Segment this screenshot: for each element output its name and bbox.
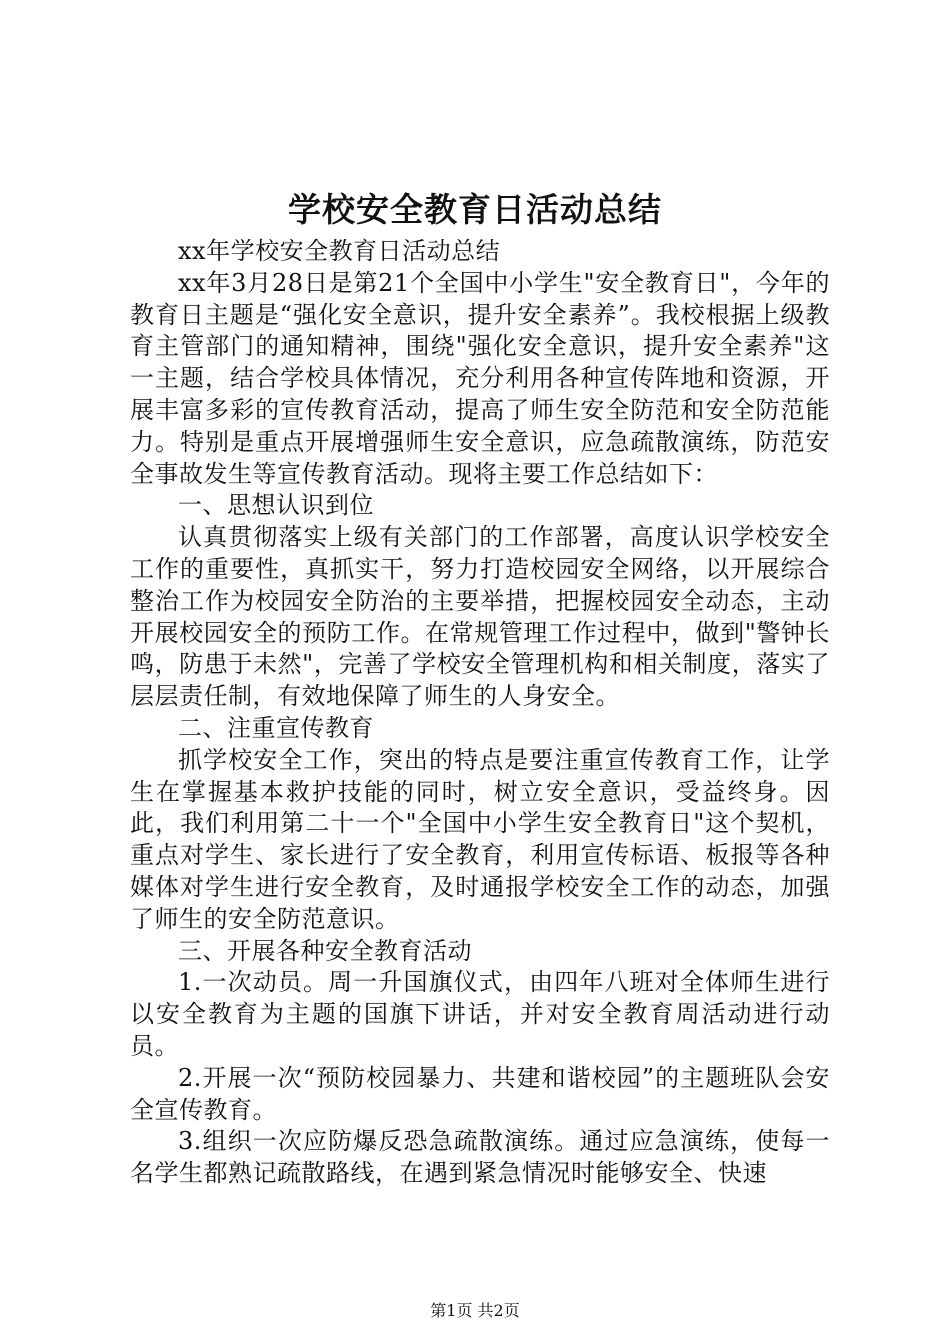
document-body [130,236,830,1190]
section-heading-2: 二、注重宣传教育 [178,713,374,742]
list-item-1: 1.一次动员。周一升国旗仪式，由四年八班对全体师生进行以安全教育为主题的国旗下讲话，并对安全教育周活动进行动员。 [130,968,830,1060]
paragraph-intro: xx年3月28日是第21个全国中小学生"安全教育日"，今年的教育日主题是“强化安全意识，提升安全素养”。我校根据上级教育主管部门的通知精神，围绕"强化安全意识，提升安全素养"这一主题，结合学校具体情况，充分利用各种宣传阵地和资源，开展丰富多彩的宣传教育活动，提高了师生安全防范和安全防范能力。特别是重点开展增强师生安全意识，应急疏散演练，防范安全事故发生等宣传教育活动。现将主要工作总结如下： [130,268,830,488]
section-heading-3: 三、开展各种安全教育活动 [178,936,472,965]
page-footer: 第1页 共2页 [430,1301,520,1320]
paragraph-section-1: 认真贯彻落实上级有关部门的工作部署，高度认识学校安全工作的重要性，真抓实干，努力打造校园安全网络，以开展综合整治工作为校园安全防治的主要举措，把握校园安全动态，主动开展校园安全的预防工作。在常规管理工作过程中，做到"警钟长鸣，防患于未然"，完善了学校安全管理机构和相关制度，落实了层层责任制，有效地保障了师生的人身安全。 [130,523,830,711]
paragraph-section-2: 抓学校安全工作，突出的特点是要注重宣传教育工作，让学生在掌握基本救护技能的同时，树立安全意识，受益终身。因此，我们利用第二十一个"全国中小学生安全教育日"这个契机，重点对学生、家长进行了安全教育，利用宣传标语、板报等各种媒体对学生进行安全教育，及时通报学校安全工作的动态，加强了师生的安全防范意识。 [130,745,830,933]
list-item-2: 2.开展一次“预防校园暴力、共建和谐校园”的主题班队会安全宣传教育。 [130,1063,830,1124]
section-heading-1: 一、思想认识到位 [178,491,374,520]
paragraph-subtitle: xx年学校安全教育日活动总结 [178,237,501,265]
document-title: 学校安全教育日活动总结 [288,190,662,229]
list-item-3: 3.组织一次应防爆反恐急疏散演练。通过应急演练，使每一名学生都熟记疏散路线，在遇到紧急情况时能够安全、快速 [130,1127,830,1188]
